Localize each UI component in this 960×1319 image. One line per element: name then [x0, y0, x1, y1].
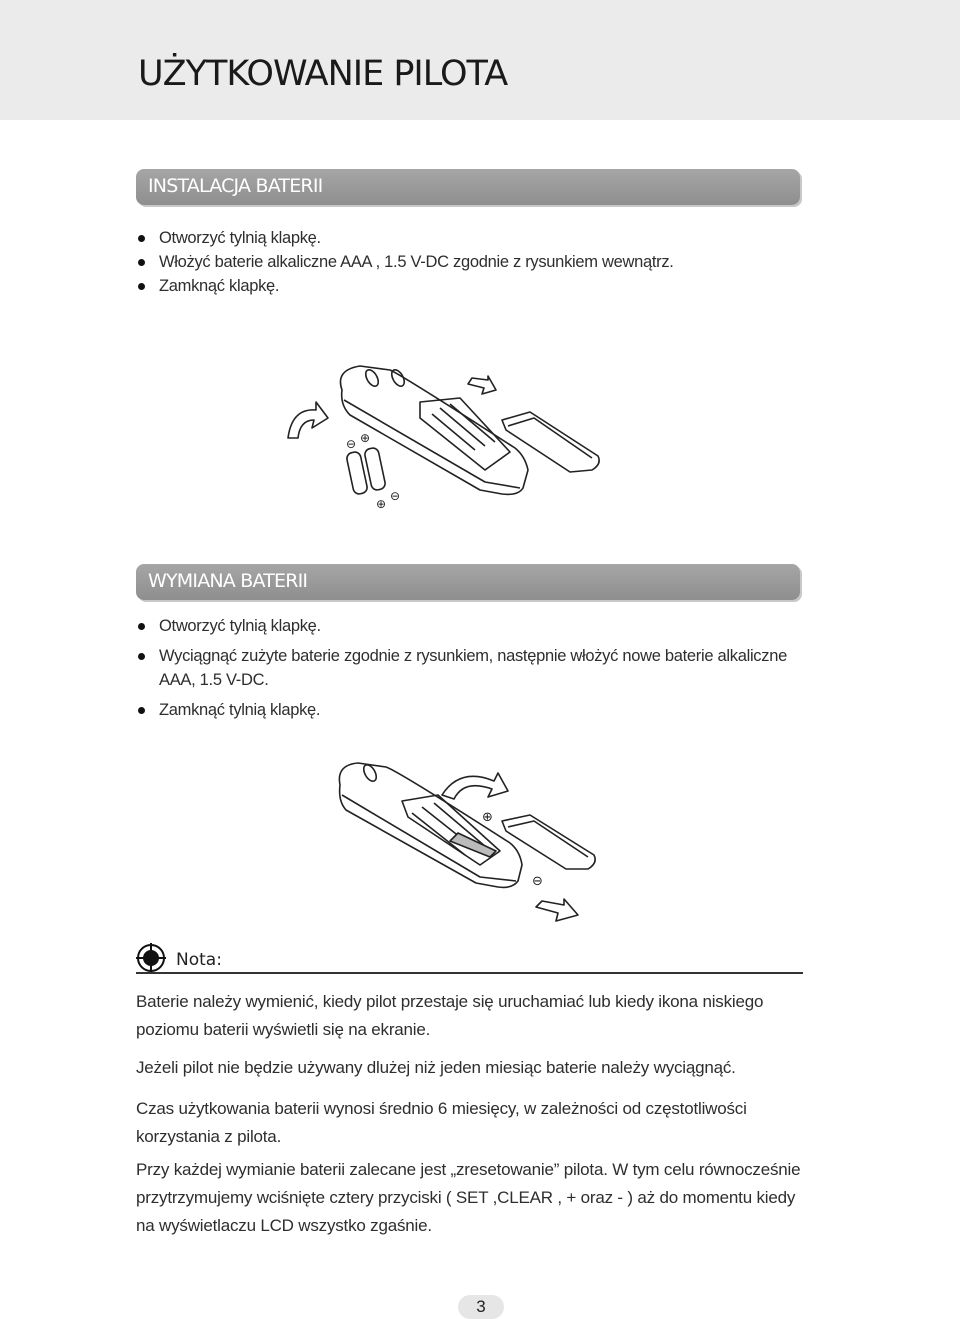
note-paragraph: Przy każdej wymianie baterii zalecane jest „zresetowanie” pilota. W tym celu równocześnie przytrzymujemy wciśnięte cztery przyciski ( SET ,CLEAR , + oraz - ) aż do momentu kiedy na wyświetlaczu LCD wszystko zgaśnie.: [136, 1160, 801, 1235]
section-header-install: [136, 169, 800, 205]
section-title-install: INSTALACJA BATERII: [148, 175, 323, 197]
list-item: Wyciągnąć zużyte baterie zgodnie z rysunkiem, następnie włożyć nowe baterie alkaliczne AAA, 1.5 V-DC.: [136, 644, 796, 692]
minus-sign: ⊖: [532, 874, 543, 889]
list-item: Otworzyć tylnią klapkę.: [136, 226, 796, 250]
list-item: Otworzyć tylnią klapkę.: [136, 614, 796, 638]
minus-sign: ⊖: [346, 437, 357, 451]
crosshair-icon: [136, 943, 166, 973]
battery-install-illustration: [280, 360, 610, 515]
page-number: 3: [458, 1295, 504, 1319]
section-header-replace: [136, 564, 800, 600]
battery-replace-illustration: [330, 755, 600, 925]
minus-sign: ⊖: [390, 489, 401, 503]
divider: [136, 972, 803, 974]
plus-sign: ⊕: [360, 431, 371, 445]
page-title: UŻYTKOWANIE PILOTA: [138, 54, 508, 94]
install-steps: [136, 226, 796, 298]
note-paragraph: Jeżeli pilot nie będzie używany dlużej niż jeden miesiąc baterie należy wyciągnąć.: [136, 1058, 736, 1077]
list-item: Zamknąć klapkę.: [136, 274, 796, 298]
plus-sign: ⊕: [482, 810, 493, 825]
note-label: Nota:: [176, 950, 222, 970]
list-item: Włożyć baterie alkaliczne AAA , 1.5 V-DC zgodnie z rysunkiem wewnątrz.: [136, 250, 796, 274]
note-paragraph: Czas użytkowania baterii wynosi średnio 6 miesięcy, w zależności od częstotliwości korzystania z pilota.: [136, 1099, 747, 1146]
note-paragraph: Baterie należy wymienić, kiedy pilot przestaje się uruchamiać lub kiedy ikona niskiego poziomu baterii wyświetli się na ekranie.: [136, 992, 764, 1039]
section-title-replace: WYMIANA BATERII: [148, 570, 308, 592]
plus-sign: ⊕: [376, 497, 387, 511]
replace-steps: [136, 614, 796, 722]
list-item: Zamknąć tylnią klapkę.: [136, 698, 796, 722]
